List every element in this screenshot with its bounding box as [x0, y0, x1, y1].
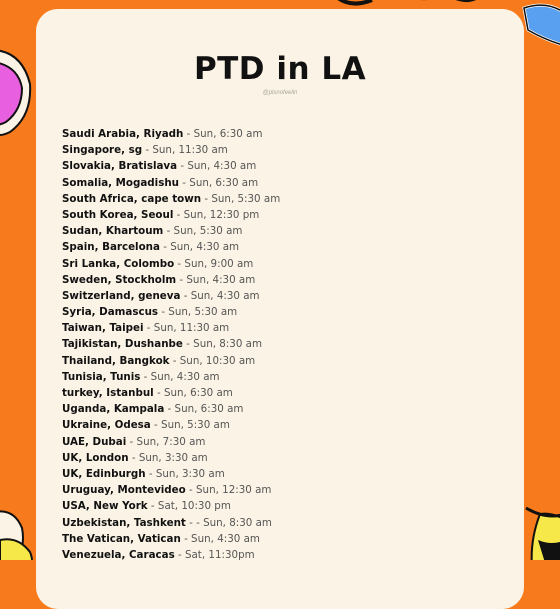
time-label: - Sun, 5:30 am: [163, 225, 243, 238]
page-title: PTD in LA: [193, 51, 367, 87]
place-label: The Vatican, Vatican: [62, 532, 181, 545]
author-handle: @plsnofeelin: [262, 90, 298, 96]
list-item: [62, 531, 280, 547]
time-label: - Sun, 6:30 am: [164, 403, 244, 416]
time-label: - Sun, 5:30 am: [150, 419, 230, 432]
list-item: [62, 223, 280, 239]
time-label: - Sun, 4:30 am: [180, 289, 260, 302]
list-item: [62, 434, 280, 450]
time-label: - Sun, 6:30 am: [179, 176, 259, 189]
list-item: [62, 369, 280, 385]
list-item: [62, 385, 280, 401]
list-item: [62, 353, 280, 369]
place-label: Saudi Arabia, Riyadh: [62, 128, 184, 140]
place-label: USA, New York: [62, 500, 148, 513]
time-label: - Sat, 11:30pm: [174, 548, 255, 561]
place-label: Tunisia, Tunis: [62, 370, 141, 383]
time-label: - Sun, 4:30 am: [177, 160, 257, 173]
place-label: Uzbekistan, Tashkent: [62, 516, 186, 529]
place-label: Singapore, sg: [62, 144, 143, 157]
content-card: [36, 9, 524, 609]
list-item: [62, 482, 280, 498]
time-label: - Sun, 8:30 am: [182, 338, 263, 351]
bottom-left-blob-shape: [0, 511, 23, 560]
place-label: Uganda, Kampala: [62, 403, 165, 416]
list-item: [62, 239, 280, 255]
list-item: [62, 466, 280, 482]
place-label: South Korea, Seoul: [62, 208, 174, 221]
blue-blob-shape: [524, 5, 560, 46]
list-item: [62, 175, 280, 191]
black-curve-shape: [338, 0, 372, 4]
time-label: - Sun, 6:30 am: [183, 128, 263, 140]
place-label: Thailand, Bangkok: [62, 354, 170, 367]
time-label: - Sun, 6:30 am: [153, 387, 233, 399]
list-item: [62, 256, 280, 272]
place-label: Sudan, Khartoum: [62, 225, 164, 238]
time-label: - Sun, 4:30 am: [159, 241, 240, 254]
time-label: - - Sun, 8:30 am: [185, 516, 272, 529]
place-label: Sweden, Stockholm: [62, 273, 177, 286]
place-label: Spain, Barcelona: [62, 241, 160, 254]
list-item: [62, 320, 280, 336]
place-label: Tajikistan, Dushanbe: [62, 338, 183, 351]
time-label: - Sun, 11:30 am: [142, 144, 228, 157]
timezone-list: [62, 126, 280, 563]
place-label: UK, London: [62, 451, 129, 464]
time-label: - Sun, 3:30 am: [145, 467, 225, 480]
place-label: Slovakia, Bratislava: [62, 160, 178, 173]
list-item: [62, 288, 280, 304]
time-label: - Sun, 5:30 am: [201, 192, 281, 205]
list-item: [62, 450, 280, 466]
time-label: - Sun, 3:30 am: [128, 451, 208, 464]
list-item: [62, 417, 280, 433]
time-label: - Sun, 4:30 am: [176, 273, 256, 286]
list-item: [62, 498, 280, 514]
list-item: [62, 158, 280, 174]
time-label: - Sun, 11:30 am: [143, 322, 230, 335]
time-label: - Sun, 12:30 pm: [173, 208, 260, 221]
place-label: UK, Edinburgh: [62, 467, 146, 480]
place-label: turkey, Istanbul: [62, 387, 154, 399]
time-label: - Sun, 4:30 am: [180, 532, 260, 545]
place-label: Syria, Damascus: [62, 306, 159, 319]
list-item: [62, 547, 280, 563]
list-item: [62, 272, 280, 288]
time-label: - Sun, 5:30 am: [158, 306, 238, 319]
place-label: Uruguay, Montevideo: [62, 484, 186, 497]
place-label: UAE, Dubai: [62, 435, 127, 448]
place-label: Taiwan, Taipei: [62, 322, 144, 335]
place-label: Somalia, Mogadishu: [62, 176, 180, 189]
place-label: Ukraine, Odesa: [62, 419, 151, 432]
list-item: [62, 191, 280, 207]
place-label: Switzerland, geneva: [62, 289, 181, 302]
time-label: - Sun, 9:00 am: [174, 257, 254, 270]
bottom-right-blob-shape: [532, 514, 560, 560]
place-label: South Africa, cape town: [62, 192, 202, 205]
list-item: [62, 336, 280, 352]
list-item: [62, 142, 280, 158]
place-label: Sri Lanka, Colombo: [62, 257, 175, 270]
list-item: [62, 304, 280, 320]
place-label: Venezuela, Caracas: [62, 548, 175, 561]
list-item: [62, 515, 280, 531]
list-item: [62, 207, 280, 223]
list-item: [62, 126, 280, 142]
time-label: - Sun, 10:30 am: [169, 354, 256, 367]
time-label: - Sat, 10:30 pm: [147, 500, 231, 513]
pink-blob-shape: [388, 0, 482, 1]
time-label: - Sun, 4:30 am: [140, 370, 220, 383]
purple-blob-shape: [0, 50, 30, 135]
time-label: - Sun, 12:30 am: [185, 484, 272, 497]
list-item: [62, 401, 280, 417]
time-label: - Sun, 7:30 am: [126, 435, 206, 448]
